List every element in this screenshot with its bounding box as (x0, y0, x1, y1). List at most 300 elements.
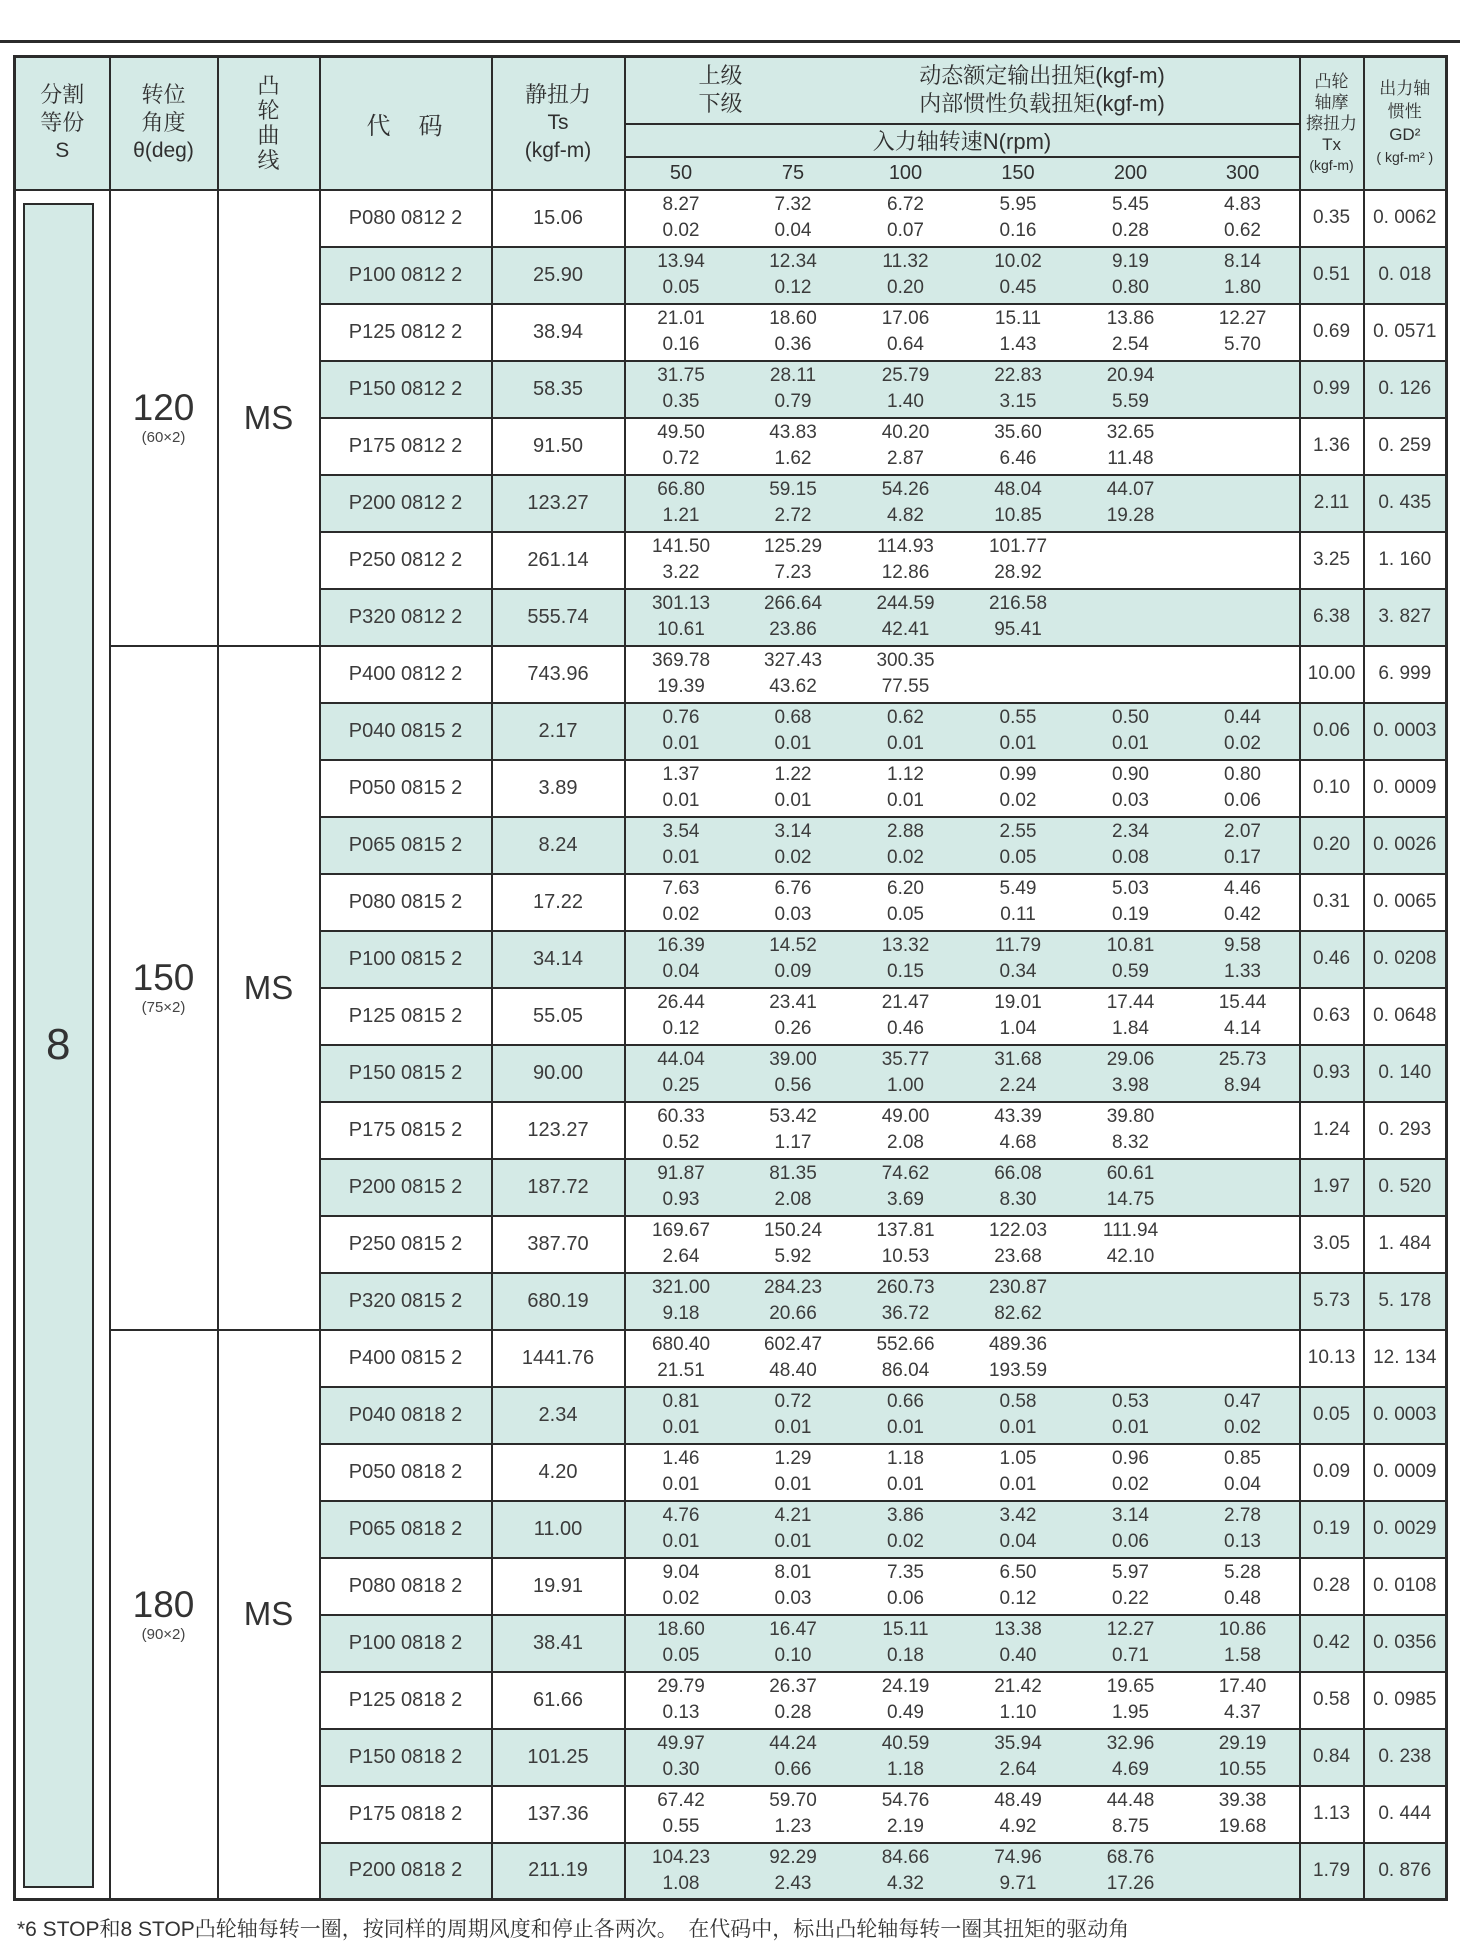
inertia-torque-value: 2.54 (1112, 334, 1149, 355)
spec-table (13, 55, 1448, 1901)
output-torque-value: 230.87 (988, 1277, 1048, 1298)
inertia-torque-value: 12.86 (881, 562, 930, 583)
model-code: P400 0815 2 (320, 1330, 492, 1387)
inertia-torque-value: 1.95 (1112, 1702, 1149, 1723)
torque-pair-cell-100rpm (850, 475, 962, 532)
static-torque-value: 61.66 (492, 1672, 625, 1729)
torque-pair-cell-75rpm (737, 1729, 850, 1786)
friction-header-unit: (kgf-m) (1309, 156, 1354, 173)
torque-pair-cell-200rpm (1075, 1558, 1187, 1615)
inertia-torque-value: 1.62 (774, 448, 812, 469)
spec-table-body (15, 190, 1447, 1900)
division-header-line: S (55, 139, 70, 163)
torque-pair-cell-300rpm (1187, 1159, 1300, 1216)
output-torque-value: 60.61 (1106, 1163, 1155, 1184)
torque-pair-cell-50rpm (625, 589, 737, 646)
model-code: P125 0818 2 (320, 1672, 492, 1729)
torque-pair-cell-150rpm (962, 760, 1075, 817)
output-torque-value: 284.23 (763, 1277, 823, 1298)
output-torque-value: 2.88 (887, 821, 924, 842)
output-torque-value: 29.79 (657, 1676, 705, 1697)
model-code: P150 0818 2 (320, 1729, 492, 1786)
inertia-torque-value: 0.01 (999, 1417, 1037, 1438)
lower-grade-label: 下级 (698, 91, 743, 117)
torque-pair-cell-100rpm (850, 1729, 962, 1786)
friction-torque-value: 1.36 (1300, 418, 1364, 475)
torque-pair-cell-300rpm (1187, 190, 1300, 247)
inertia-torque-value: 0.12 (774, 277, 812, 298)
inertia-torque-value: 43.62 (769, 676, 817, 697)
col-header-output-inertia (1364, 57, 1447, 190)
inertia-torque-value: 82.62 (994, 1303, 1042, 1324)
static-torque-value: 387.70 (492, 1216, 625, 1273)
model-code: P040 0818 2 (320, 1387, 492, 1444)
output-torque-value: 59.70 (769, 1790, 817, 1811)
output-torque-value: 5.49 (999, 878, 1037, 899)
inertia-torque-value: 19.68 (1218, 1816, 1267, 1837)
output-torque-value: 0.53 (1112, 1391, 1149, 1412)
inertia-torque-value: 8.32 (1112, 1132, 1149, 1153)
division-value: 8 (46, 1020, 71, 1070)
torque-pair-cell-200rpm (1075, 418, 1187, 475)
output-torque-value: 321.00 (651, 1277, 711, 1298)
torque-pair-cell-50rpm (625, 1672, 737, 1729)
output-torque-value: 44.24 (769, 1733, 817, 1754)
inertia-torque-value: 17.26 (1106, 1872, 1155, 1894)
inertia-torque-value: 0.72 (662, 448, 700, 469)
inertia-torque-value: 0.04 (774, 220, 812, 241)
torque-pair-cell-200rpm (1075, 1216, 1187, 1273)
output-torque-value: 141.50 (651, 536, 711, 557)
torque-pair-cell-150rpm (962, 1216, 1075, 1273)
output-torque-value: 17.40 (1218, 1676, 1267, 1697)
inertia-torque-value: 1.17 (774, 1132, 812, 1153)
inertia-torque-value: 1.18 (887, 1759, 924, 1780)
inertia-torque-value: 10.85 (994, 505, 1042, 526)
inertia-torque-value: 0.02 (662, 904, 700, 925)
static-torque-value: 55.05 (492, 988, 625, 1045)
inertia-torque-value: 0.71 (1112, 1645, 1149, 1666)
model-code: P175 0818 2 (320, 1786, 492, 1843)
output-torque-value: 10.86 (1218, 1619, 1267, 1640)
output-torque-value: 6.76 (774, 878, 812, 899)
table-row (15, 190, 1447, 247)
torque-pair-cell-50rpm (625, 1159, 737, 1216)
index-angle-subvalue: (90×2) (141, 1625, 186, 1643)
inertia-torque-value: 193.59 (988, 1360, 1048, 1381)
torque-pair-cell-100rpm (850, 1102, 962, 1159)
friction-torque-value: 0.69 (1300, 304, 1364, 361)
torque-pair-cell-75rpm (737, 1045, 850, 1102)
torque-pair-cell-300rpm (1187, 1615, 1300, 1672)
torque-pair-cell-75rpm (737, 475, 850, 532)
output-torque-value: 25.73 (1218, 1049, 1267, 1070)
inertia-torque-value: 4.14 (1224, 1018, 1261, 1039)
output-inertia-value: 0. 293 (1364, 1102, 1447, 1159)
output-torque-value: 24.19 (881, 1676, 930, 1697)
inertia-torque-value: 1.80 (1224, 277, 1261, 298)
torque-pair-cell-150rpm (962, 1159, 1075, 1216)
static-torque-value: 101.25 (492, 1729, 625, 1786)
inertia-torque-value: 1.43 (999, 334, 1037, 355)
torque-pair-cell-150rpm (962, 361, 1075, 418)
output-torque-value: 300.35 (876, 650, 935, 671)
inertia-torque-value: 2.43 (774, 1872, 812, 1894)
model-code: P100 0818 2 (320, 1615, 492, 1672)
curve-header-char: 轮 (257, 98, 280, 124)
torque-pair-cell-50rpm (625, 475, 737, 532)
torque-pair-cell-75rpm (737, 703, 850, 760)
torque-pair-cell-150rpm (962, 1102, 1075, 1159)
output-torque-value: 2.78 (1224, 1505, 1261, 1526)
output-torque-value: 31.68 (994, 1049, 1042, 1070)
inertia-torque-value: 5.92 (774, 1246, 812, 1267)
inertia-torque-value: 0.01 (887, 1474, 924, 1495)
torque-pair-cell-100rpm (850, 247, 962, 304)
torque-pair-cell-200rpm (1075, 703, 1187, 760)
torque-pair-cell-300rpm (1187, 1216, 1300, 1273)
inertia-torque-value: 19.28 (1106, 505, 1155, 526)
friction-header-line: 凸轮 (1314, 71, 1349, 91)
torque-pair-cell-75rpm (737, 589, 850, 646)
output-torque-value: 0.80 (1224, 764, 1261, 785)
inertia-torque-value: 1.58 (1224, 1645, 1261, 1666)
inertia-torque-value: 2.08 (774, 1189, 812, 1210)
output-torque-value: 6.50 (999, 1562, 1037, 1583)
inertia-torque-value: 10.53 (881, 1246, 930, 1267)
torque-pair-cell-50rpm (625, 703, 737, 760)
output-inertia-value: 0. 0003 (1364, 1387, 1447, 1444)
torque-pair-cell-300rpm (1187, 589, 1300, 646)
index-angle-subvalue: (60×2) (141, 429, 186, 446)
friction-torque-value: 5.73 (1300, 1273, 1364, 1330)
output-torque-value: 0.72 (774, 1391, 812, 1412)
inertia-torque-value: 0.93 (662, 1189, 700, 1210)
output-torque-value: 169.67 (651, 1220, 711, 1241)
output-torque-value: 0.55 (999, 707, 1037, 728)
friction-torque-value: 0.19 (1300, 1501, 1364, 1558)
output-torque-value: 5.03 (1112, 878, 1149, 899)
inertia-torque-value: 0.02 (1112, 1474, 1149, 1495)
torque-pair-cell-150rpm (962, 1786, 1075, 1843)
torque-pair-cell-100rpm (850, 361, 962, 418)
inertia-torque-value: 0.04 (1224, 1474, 1261, 1495)
output-torque-value: 18.60 (769, 308, 817, 329)
torque-pair-cell-100rpm (850, 1387, 962, 1444)
torque-pair-cell-300rpm (1187, 475, 1300, 532)
friction-torque-value: 0.63 (1300, 988, 1364, 1045)
torque-pair-cell-150rpm (962, 874, 1075, 931)
inertia-torque-value: 0.64 (887, 334, 924, 355)
output-torque-value: 3.54 (662, 821, 700, 842)
torque-pair-cell-75rpm (737, 304, 850, 361)
inertia-torque-value: 0.02 (887, 1531, 924, 1552)
torque-pair-cell-75rpm (737, 1672, 850, 1729)
output-torque-value: 81.35 (769, 1163, 817, 1184)
torque-pair-cell-100rpm (850, 1843, 962, 1900)
static-torque-value: 2.17 (492, 703, 625, 760)
friction-torque-value: 0.42 (1300, 1615, 1364, 1672)
inertia-torque-value: 11.48 (1107, 448, 1154, 469)
model-code: P200 0818 2 (320, 1843, 492, 1900)
inertia-torque-value: 3.69 (887, 1189, 924, 1210)
static-torque-value: 187.72 (492, 1159, 625, 1216)
inertia-torque-value: 1.04 (999, 1018, 1037, 1039)
inertia-torque-value: 5.70 (1224, 334, 1261, 355)
output-torque-value: 0.76 (662, 707, 700, 728)
index-angle-value: 120 (132, 387, 195, 428)
output-torque-value: 54.26 (881, 479, 930, 500)
friction-torque-value: 0.09 (1300, 1444, 1364, 1501)
inertia-torque-value: 0.28 (774, 1702, 812, 1723)
output-torque-value: 4.83 (1224, 194, 1261, 215)
model-code: P050 0818 2 (320, 1444, 492, 1501)
cam-curve-value: MS (243, 968, 294, 1006)
col-header-dynamic-torque (625, 57, 1300, 124)
torque-pair-cell-75rpm (737, 1216, 850, 1273)
torque-pair-cell-300rpm (1187, 1786, 1300, 1843)
inertia-torque-value: 0.04 (662, 961, 700, 982)
output-inertia-value: 0. 0571 (1364, 304, 1447, 361)
torque-pair-cell-300rpm (1187, 646, 1300, 703)
torque-pair-cell-200rpm (1075, 304, 1187, 361)
inertia-torque-value: 0.01 (662, 733, 700, 754)
torque-pair-cell-75rpm (737, 247, 850, 304)
output-torque-value: 7.35 (887, 1562, 924, 1583)
torque-pair-cell-75rpm (737, 1273, 850, 1330)
torque-pair-cell-300rpm (1187, 1387, 1300, 1444)
output-torque-value: 6.72 (887, 194, 924, 215)
model-code: P080 0818 2 (320, 1558, 492, 1615)
torque-pair-cell-75rpm (737, 760, 850, 817)
output-inertia-value: 0. 435 (1364, 475, 1447, 532)
col-header-static-torque (492, 57, 625, 190)
inertia-torque-value: 0.05 (662, 1645, 700, 1666)
output-torque-value: 25.79 (881, 365, 930, 386)
torque-pair-cell-200rpm (1075, 874, 1187, 931)
static-torque-value: 58.35 (492, 361, 625, 418)
output-torque-value: 92.29 (769, 1846, 817, 1868)
torque-pair-cell-200rpm (1075, 190, 1187, 247)
torque-pair-cell-100rpm (850, 1159, 962, 1216)
inertia-torque-value: 23.68 (994, 1246, 1042, 1267)
index-angle-value: 180 (132, 1583, 195, 1625)
torque-pair-cell-100rpm (850, 817, 962, 874)
torque-pair-cell-50rpm (625, 247, 737, 304)
torque-pair-cell-100rpm (850, 1615, 962, 1672)
torque-pair-cell-75rpm (737, 1444, 850, 1501)
inertia-torque-value: 0.11 (1000, 904, 1036, 925)
output-torque-value: 84.66 (881, 1846, 930, 1868)
index-angle-cell (110, 1330, 218, 1900)
output-torque-value: 0.50 (1112, 707, 1149, 728)
inertia-torque-value: 0.18 (887, 1645, 924, 1666)
friction-torque-value: 0.51 (1300, 247, 1364, 304)
output-torque-value: 74.96 (994, 1846, 1042, 1868)
static-torque-value: 680.19 (492, 1273, 625, 1330)
inertia-torque-value: 8.75 (1112, 1816, 1149, 1837)
output-torque-value: 32.65 (1106, 422, 1155, 443)
output-torque-value: 12.27 (1106, 1619, 1155, 1640)
model-code: P200 0815 2 (320, 1159, 492, 1216)
friction-torque-value: 0.31 (1300, 874, 1364, 931)
output-torque-value: 48.04 (994, 479, 1042, 500)
torque-pair-cell-150rpm (962, 1330, 1075, 1387)
output-torque-value: 2.55 (999, 821, 1037, 842)
table-header (15, 57, 1447, 190)
model-code: P175 0815 2 (320, 1102, 492, 1159)
torque-pair-cell-75rpm (737, 1102, 850, 1159)
output-torque-value: 1.18 (887, 1448, 924, 1469)
output-torque-value: 19.01 (994, 992, 1042, 1013)
inertia-torque-value: 0.17 (1224, 847, 1261, 868)
static-torque-value: 743.96 (492, 646, 625, 703)
output-inertia-value: 6. 999 (1364, 646, 1447, 703)
cam-curve-cell (218, 646, 320, 1330)
output-torque-value: 11.79 (994, 935, 1042, 956)
torque-pair-cell-300rpm (1187, 703, 1300, 760)
inertia-torque-value: 1.00 (887, 1075, 924, 1096)
inertia-torque-value: 0.80 (1112, 277, 1149, 298)
output-inertia-value: 12. 134 (1364, 1330, 1447, 1387)
output-torque-value: 0.44 (1224, 707, 1261, 728)
output-torque-value: 13.32 (881, 935, 930, 956)
inertia-torque-value: 3.15 (999, 391, 1037, 412)
friction-torque-value: 1.97 (1300, 1159, 1364, 1216)
col-header-curve (218, 57, 320, 190)
inertia-torque-value: 0.40 (999, 1645, 1037, 1666)
inertia-torque-value: 3.98 (1112, 1075, 1149, 1096)
output-torque-value: 39.00 (769, 1049, 817, 1070)
inertia-torque-value: 0.06 (1112, 1531, 1149, 1552)
inertia-torque-value: 9.18 (662, 1303, 700, 1324)
col-header-angle (110, 57, 218, 190)
rpm-column-header: 75 (737, 157, 850, 190)
torque-pair-cell-75rpm (737, 1843, 850, 1900)
inertia-torque-value: 0.02 (662, 220, 700, 241)
inertia-torque-value: 0.45 (999, 277, 1037, 298)
col-header-division (15, 57, 110, 190)
torque-pair-cell-200rpm (1075, 1501, 1187, 1558)
output-torque-value: 9.58 (1224, 935, 1261, 956)
torque-pair-cell-300rpm (1187, 1672, 1300, 1729)
torque-pair-cell-200rpm (1075, 1102, 1187, 1159)
inertia-torque-value: 0.06 (887, 1588, 924, 1609)
output-torque-value: 266.64 (763, 593, 823, 614)
output-torque-value: 3.42 (999, 1505, 1037, 1526)
output-torque-value: 244.59 (876, 593, 935, 614)
torque-pair-cell-75rpm (737, 418, 850, 475)
torque-pair-cell-50rpm (625, 1330, 737, 1387)
inertia-torque-value: 8.30 (999, 1189, 1037, 1210)
output-torque-value: 35.77 (881, 1049, 930, 1070)
output-torque-value: 3.86 (887, 1505, 924, 1526)
torque-pair-cell-300rpm (1187, 532, 1300, 589)
rpm-column-header: 200 (1075, 157, 1187, 190)
inertia-torque-value: 0.12 (999, 1588, 1037, 1609)
torque-pair-cell-50rpm (625, 190, 737, 247)
torque-pair-cell-100rpm (850, 703, 962, 760)
torque-pair-cell-200rpm (1075, 1672, 1187, 1729)
inertia-torque-value: 0.20 (887, 277, 924, 298)
output-inertia-value: 1. 160 (1364, 532, 1447, 589)
static-torque-value: 34.14 (492, 931, 625, 988)
inertia-torque-value: 0.05 (999, 847, 1037, 868)
output-torque-value: 68.76 (1106, 1846, 1155, 1868)
inertia-torque-value: 5.59 (1112, 391, 1149, 412)
torque-pair-cell-75rpm (737, 646, 850, 703)
static-torque-value: 19.91 (492, 1558, 625, 1615)
output-torque-value: 26.37 (769, 1676, 817, 1697)
torque-pair-cell-100rpm (850, 418, 962, 475)
torque-pair-cell-50rpm (625, 646, 737, 703)
angle-header-line: 转位 (141, 82, 186, 108)
torque-pair-cell-150rpm (962, 1729, 1075, 1786)
output-torque-value: 66.08 (994, 1163, 1042, 1184)
inertia-torque-value: 0.02 (774, 847, 812, 868)
torque-pair-cell-100rpm (850, 1444, 962, 1501)
output-torque-value: 16.39 (657, 935, 705, 956)
output-inertia-value: 0. 0065 (1364, 874, 1447, 931)
torque-pair-cell-50rpm (625, 931, 737, 988)
output-inertia-value: 0. 0108 (1364, 1558, 1447, 1615)
inertia-torque-value: 2.24 (999, 1075, 1037, 1096)
torque-pair-cell-75rpm (737, 1159, 850, 1216)
inertia-torque-value: 2.87 (887, 448, 924, 469)
torque-pair-cell-50rpm (625, 532, 737, 589)
output-torque-value: 3.14 (1112, 1505, 1149, 1526)
output-torque-value: 1.22 (774, 764, 812, 785)
torque-pair-cell-100rpm (850, 1558, 962, 1615)
output-inertia-value: 0. 0009 (1364, 760, 1447, 817)
inertia-torque-value: 0.01 (999, 1474, 1037, 1495)
output-torque-value: 14.52 (769, 935, 817, 956)
model-code: P320 0812 2 (320, 589, 492, 646)
inertia-torque-value: 0.01 (999, 733, 1037, 754)
output-torque-value: 3.14 (774, 821, 812, 842)
output-inertia-value: 0. 0003 (1364, 703, 1447, 760)
index-angle-subvalue: (75×2) (141, 999, 186, 1016)
output-torque-value: 111.94 (1102, 1220, 1159, 1241)
torque-pair-cell-200rpm (1075, 247, 1187, 304)
inertia-torque-value: 0.16 (662, 334, 700, 355)
inertia-torque-value: 4.82 (887, 505, 924, 526)
torque-pair-cell-50rpm (625, 1216, 737, 1273)
output-torque-value: 5.28 (1224, 1562, 1261, 1583)
torque-pair-cell-50rpm (625, 1729, 737, 1786)
torque-pair-cell-75rpm (737, 1330, 850, 1387)
output-inertia-value: 0. 0026 (1364, 817, 1447, 874)
torque-pair-cell-300rpm (1187, 1330, 1300, 1387)
inertia-torque-value: 0.12 (662, 1018, 700, 1039)
inertia-torque-value: 0.01 (662, 1474, 700, 1495)
col-header-friction-torque (1300, 57, 1364, 190)
static-torque-value: 11.00 (492, 1501, 625, 1558)
inertia-torque-value: 1.33 (1224, 961, 1261, 982)
torque-pair-cell-200rpm (1075, 1045, 1187, 1102)
cam-curve-value: MS (243, 398, 294, 436)
output-inertia-value: 0. 0356 (1364, 1615, 1447, 1672)
output-inertia-value: 0. 140 (1364, 1045, 1447, 1102)
friction-torque-value: 10.13 (1300, 1330, 1364, 1387)
torque-pair-cell-150rpm (962, 703, 1075, 760)
output-torque-value: 19.65 (1106, 1676, 1155, 1697)
torque-pair-cell-200rpm (1075, 1615, 1187, 1672)
static-torque-value: 38.94 (492, 304, 625, 361)
model-code: P125 0815 2 (320, 988, 492, 1045)
footnote-text: *6 STOP和8 STOP凸轮轴每转一圈，按同样的周期风度和停止各两次。 在代码中，标出凸轮轴每转一圈其扭矩的驱动角 (17, 1918, 1130, 1941)
output-inertia-value: 0. 0985 (1364, 1672, 1447, 1729)
